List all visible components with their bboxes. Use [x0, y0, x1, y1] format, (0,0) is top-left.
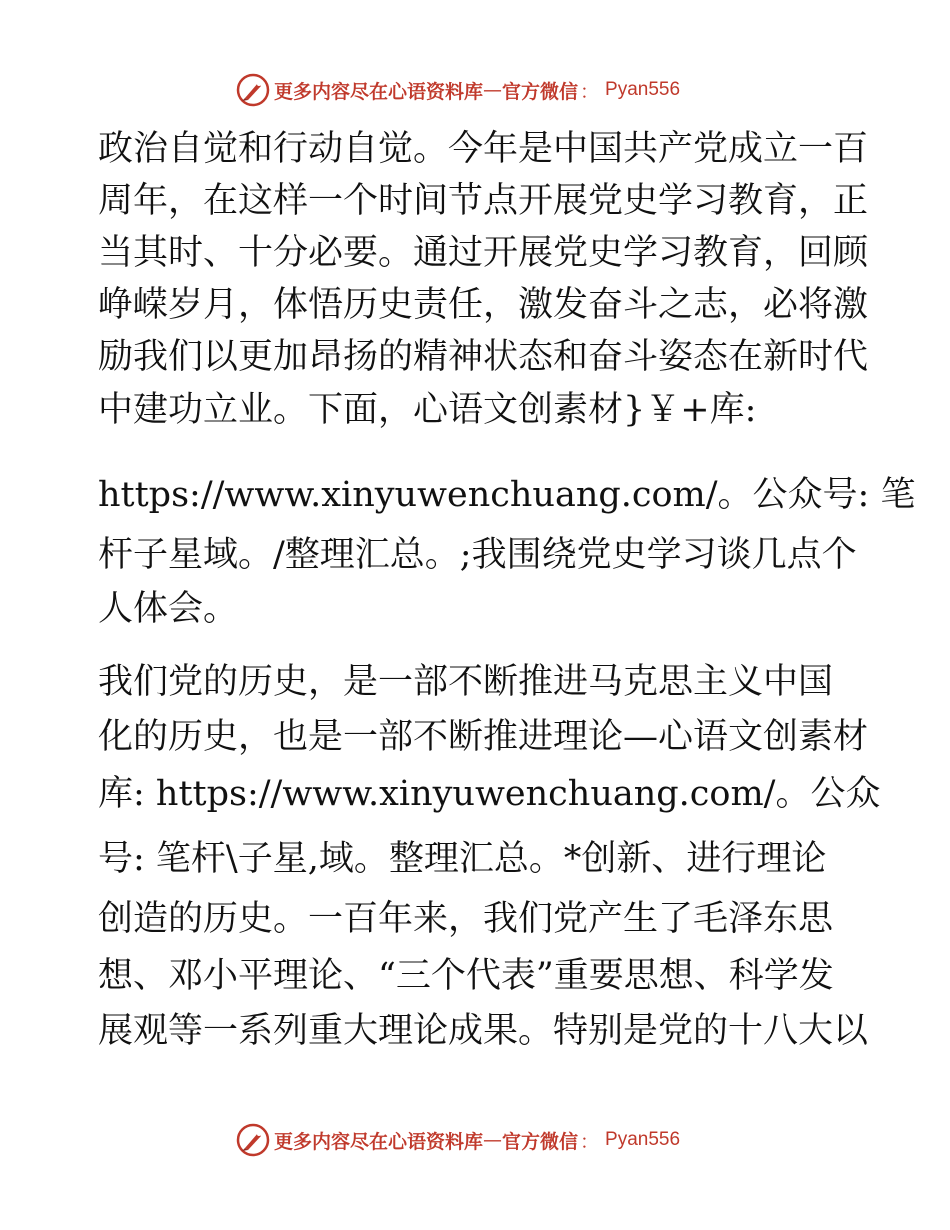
- wechat-id: Pyan556: [605, 79, 681, 100]
- wechat-label: 官方微信: [502, 1130, 579, 1153]
- text-line: 峥嵘岁月，体悟历史责任，激发奋斗之志，必将激: [98, 285, 869, 325]
- text-line: https://www.xinyuwenchuang.com/。公众号: 笔: [98, 475, 916, 515]
- text-line: 展观等一系列重大理论成果。特别是党的十八大以: [98, 1011, 869, 1051]
- text-line: 号: 笔杆\子星,域。整理汇总。*创新、进行理论: [98, 839, 827, 879]
- text-line: 中建功立业。下面，心语文创素材}￥+库:: [98, 390, 757, 430]
- wechat-id: Pyan556: [605, 1129, 681, 1150]
- banner-colon: ：: [580, 1130, 600, 1153]
- wechat-label: 官方微信: [502, 80, 579, 103]
- banner-text: 更多内容尽在心语资料库: [274, 80, 484, 103]
- text-line: 库: https://www.xinyuwenchuang.com/。公众: [98, 774, 881, 814]
- footer-banner: [0, 1120, 950, 1160]
- pen-logo-icon: [236, 73, 270, 107]
- banner-colon: ：: [580, 80, 600, 103]
- text-line: 人体会。: [98, 589, 239, 629]
- text-line: 励我们以更加昂扬的精神状态和奋斗姿态在新时代: [98, 337, 869, 377]
- header-banner: [0, 70, 950, 110]
- text-line: 当其时、十分必要。通过开展党史学习教育，回顾: [98, 233, 869, 273]
- text-line: 杆子星域。/整理汇总。;我围绕党史学习谈几点个: [98, 535, 857, 575]
- pen-logo-icon: [236, 1123, 270, 1157]
- text-line: 周年，在这样一个时间节点开展党史学习教育，正: [98, 181, 869, 221]
- text-line: 想、邓小平理论、“三个代表”重要思想、科学发: [98, 956, 834, 996]
- banner-separator: —: [483, 1129, 503, 1151]
- text-line: 化的历史，也是一部不断推进理论—心语文创素材: [98, 717, 869, 757]
- banner-text: 更多内容尽在心语资料库: [274, 1130, 484, 1153]
- text-line: 政治自觉和行动自觉。今年是中国共产党成立一百: [98, 129, 869, 169]
- text-line: 我们党的历史，是一部不断推进马克思主义中国: [98, 662, 834, 702]
- text-line: 创造的历史。一百年来，我们党产生了毛泽东思: [98, 899, 834, 939]
- banner-separator: —: [483, 79, 503, 101]
